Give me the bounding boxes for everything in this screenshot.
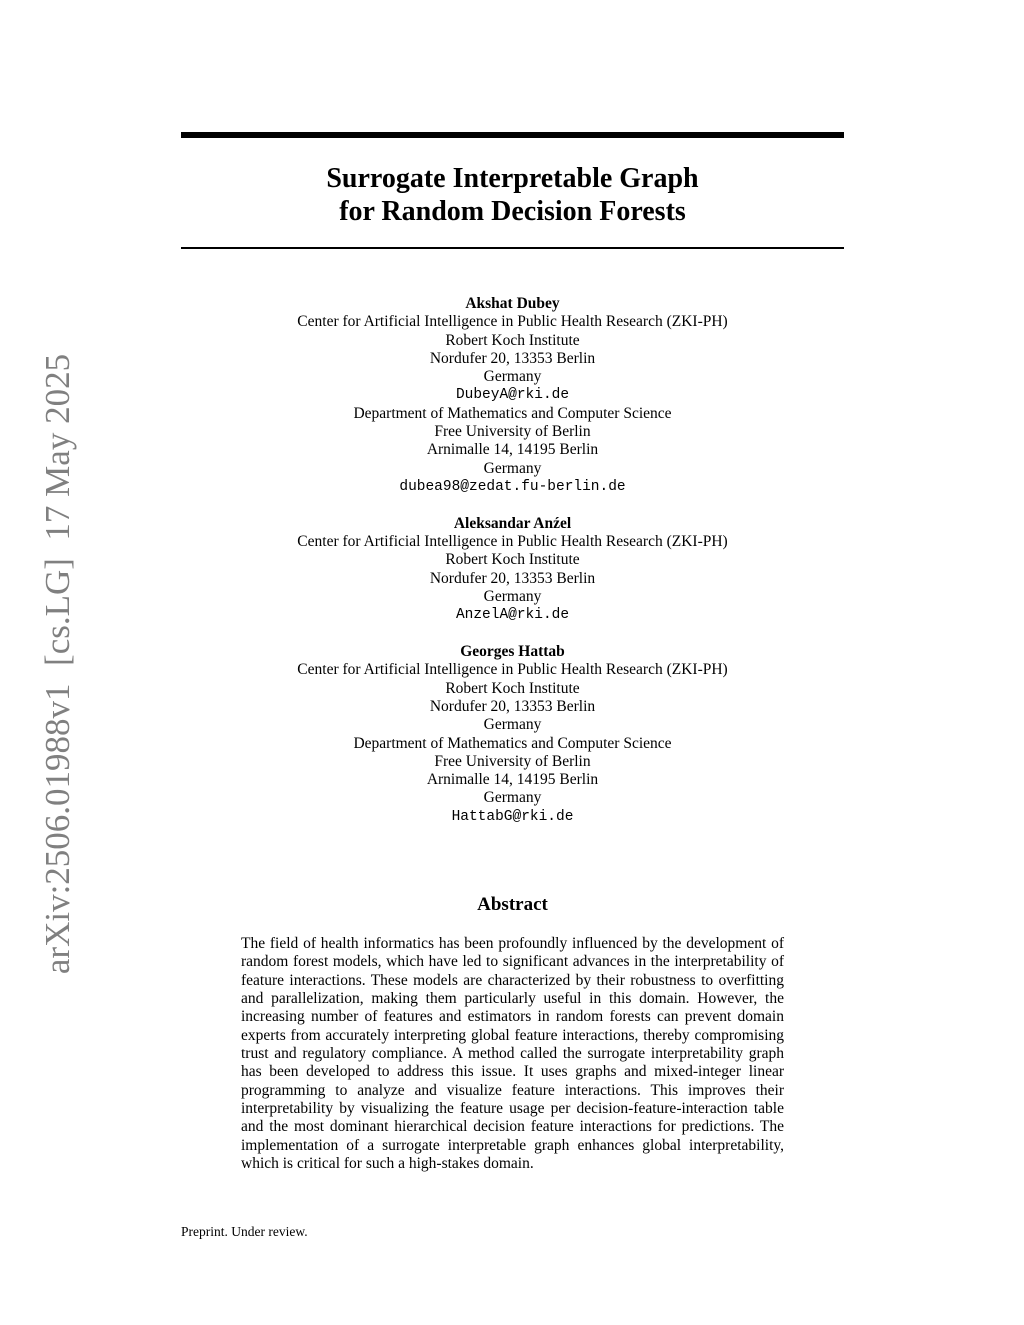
author-email: HattabG@rki.de xyxy=(451,808,574,825)
affiliation-line: Arnimalle 14, 14195 Berlin xyxy=(426,441,599,459)
affiliation-line: Germany xyxy=(483,716,542,734)
title-line-2: for Random Decision Forests xyxy=(339,196,686,227)
author-block-anzel xyxy=(181,515,844,625)
affiliation-line: Nordufer 20, 13353 Berlin xyxy=(429,697,596,715)
affiliation-line: Germany xyxy=(483,368,542,386)
affiliation-line: Center for Artificial Intelligence in Public Health Research (ZKI-PH) xyxy=(297,313,728,331)
author-name: Georges Hattab xyxy=(460,643,565,661)
affiliation-line: Free University of Berlin xyxy=(434,423,591,441)
author-block-hattab xyxy=(181,643,844,826)
affiliation-line: Robert Koch Institute xyxy=(445,679,580,697)
author-email: DubeyA@rki.de xyxy=(455,387,570,404)
author-email: AnzelA@rki.de xyxy=(455,607,570,624)
affiliation-line: Nordufer 20, 13353 Berlin xyxy=(429,569,596,587)
arxiv-side-stamp: arXiv:2506.01988v1 [cs.LG] 17 May 2025 xyxy=(38,353,77,975)
author-list xyxy=(181,295,844,826)
affiliation-line: Arnimalle 14, 14195 Berlin xyxy=(426,771,599,789)
title-line-1: Surrogate Interpretable Graph xyxy=(326,163,699,194)
affiliation-line: Robert Koch Institute xyxy=(445,551,580,569)
affiliation-line: Germany xyxy=(483,789,542,807)
title-rule-top xyxy=(181,132,844,138)
affiliation-line: Department of Mathematics and Computer Science xyxy=(353,734,672,752)
affiliation-line: Nordufer 20, 13353 Berlin xyxy=(429,349,596,367)
affiliation-line: Free University of Berlin xyxy=(434,752,591,770)
preprint-note: Preprint. Under review. xyxy=(181,1224,308,1239)
affiliation-line: Center for Artificial Intelligence in Public Health Research (ZKI-PH) xyxy=(297,661,728,679)
author-email: dubea98@zedat.fu-berlin.de xyxy=(399,478,626,495)
affiliation-line: Robert Koch Institute xyxy=(445,331,580,349)
affiliation-line: Center for Artificial Intelligence in Public Health Research (ZKI-PH) xyxy=(297,533,728,551)
title-rule-bottom xyxy=(181,247,844,249)
author-name: Aleksandar Anźel xyxy=(453,514,572,532)
affiliation-line: Germany xyxy=(483,587,542,605)
abstract-text: The field of health informatics has been profoundly influenced by the development of random forest models, which have led to significant advances in the interpretability of feature interactions. These models are characterized by their robustness to overfitting and parallelization, making them particularly useful in this domain. However, the increasing number of features and estimators in random forests can prevent domain experts from accurately interpreting global feature interactions, thereby compromising trust and regulatory compliance. A method called the surrogate interpretability graph has been developed to address this issue. It uses graphs and mixed-integer linear programming to analyze and visualize feature interactions. This improves their interpretability by visualizing the feature usage per decision-feature-interaction table and the most dominant hierarchical decision feature interactions for predictions. The implementation of a surrogate interpretable graph enhances global interpretability, which is critical for such a high-stakes domain. xyxy=(241,935,784,1173)
affiliation-line: Department of Mathematics and Computer Science xyxy=(353,404,672,422)
author-name: Akshat Dubey xyxy=(465,295,560,312)
affiliation-line: Germany xyxy=(483,459,542,477)
abstract-heading: Abstract xyxy=(477,894,548,915)
paper-title xyxy=(181,162,844,228)
author-block-dubey xyxy=(181,295,844,496)
